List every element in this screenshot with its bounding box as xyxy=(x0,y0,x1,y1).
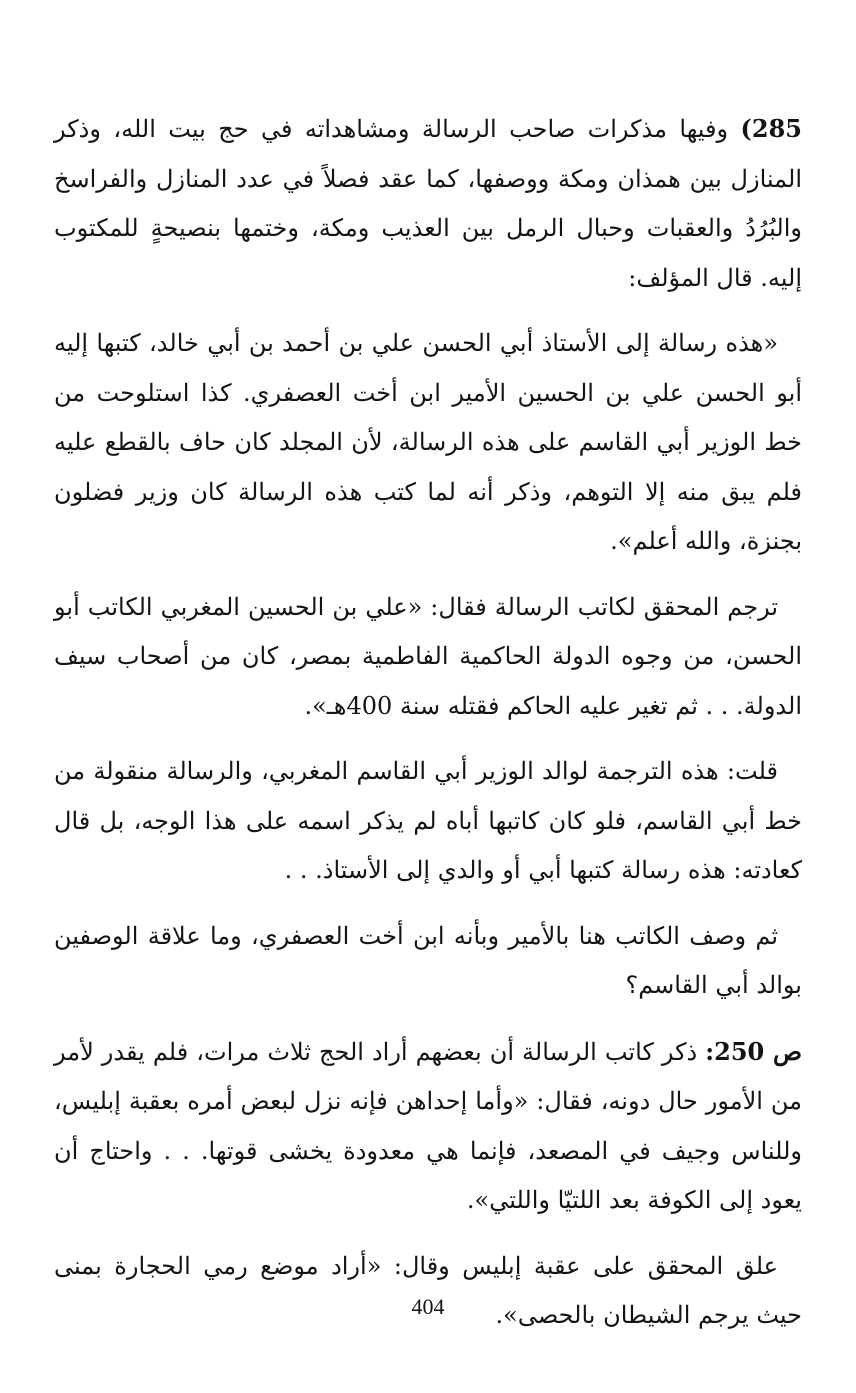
paragraph-4: قلت: هذه الترجمة لوالد الوزير أبي القاسم المغربي، والرسالة منقولة من خط أبي القاسم، فلو كان كاتبها أباه لم يذكر اسمه على هذا الوجه، بل قال كعادته: هذه رسالة كتبها أبي أو والدي إلى الأستاذ. . . xyxy=(54,757,802,884)
paragraph-7: علق المحقق على عقبة إبليس وقال: «أراد موضع رمي الحجارة بمنى حيث يرجم الشيطان بالحصى». xyxy=(54,1251,802,1329)
paragraph-5: ثم وصف الكاتب هنا بالأمير وبأنه ابن أخت العصفري، وما علاقة الوصفين بوالد أبي القاسم؟ xyxy=(54,921,802,999)
paragraph-2: «هذه رسالة إلى الأستاذ أبي الحسن علي بن أحمد بن أبي خالد، كتبها إليه أبو الحسن علي بن الحسين الأمير ابن أخت العصفري. كذا استلوحت من خط الوزير أبي القاسم على هذه الرسالة، لأن المجلد كان حاف بالقطع عليه فلم يبق منه إلا التوهم، وذكر أنه لما كتب هذه الرسالة كان وزير فضلون بجنزة، والله أعلم». xyxy=(54,329,802,555)
page-reference: ص 250: xyxy=(705,1036,802,1066)
paragraph-6 xyxy=(54,1027,802,1226)
page-number: 404 xyxy=(411,1294,445,1319)
paragraph-1 xyxy=(54,104,802,303)
paragraph-1-text: وفيها مذكرات صاحب الرسالة ومشاهداته في حج بيت الله، وذكر المنازل بين همذان ومكة ووصفها، كما عقد فصلاً في عدد المنازل والفراسخ والبُرُدُ والعقبات وحبال الرمل بين العذيب ومكة، وختمها بنصيحةٍ للمكتوب إليه. قال المؤلف: xyxy=(54,115,802,292)
paragraph-6-text: ذكر كاتب الرسالة أن بعضهم أراد الحج ثلاث مرات، فلم يقدر لأمر من الأمور حال دونه، فقال: «وأما إحداهن فإنه نزل لبعض أمره بعقبة إبليس، وللناس وجيف في المصعد، فإنما هي معدودة يخشى قوتها. . . واحتاج أن يعود إلى الكوفة بعد اللتيّا واللتي». xyxy=(54,1037,802,1214)
paragraph-3: ترجم المحقق لكاتب الرسالة فقال: «علي بن الحسين المغربي الكاتب أبو الحسن، من وجوه الدولة الحاكمية الفاطمية بمصر، كان من أصحاب سيف الدولة. . . ثم تغير عليه الحاكم فقتله سنة 400هـ». xyxy=(54,592,802,720)
page-body xyxy=(54,104,802,1357)
item-number: 285) xyxy=(740,114,802,143)
